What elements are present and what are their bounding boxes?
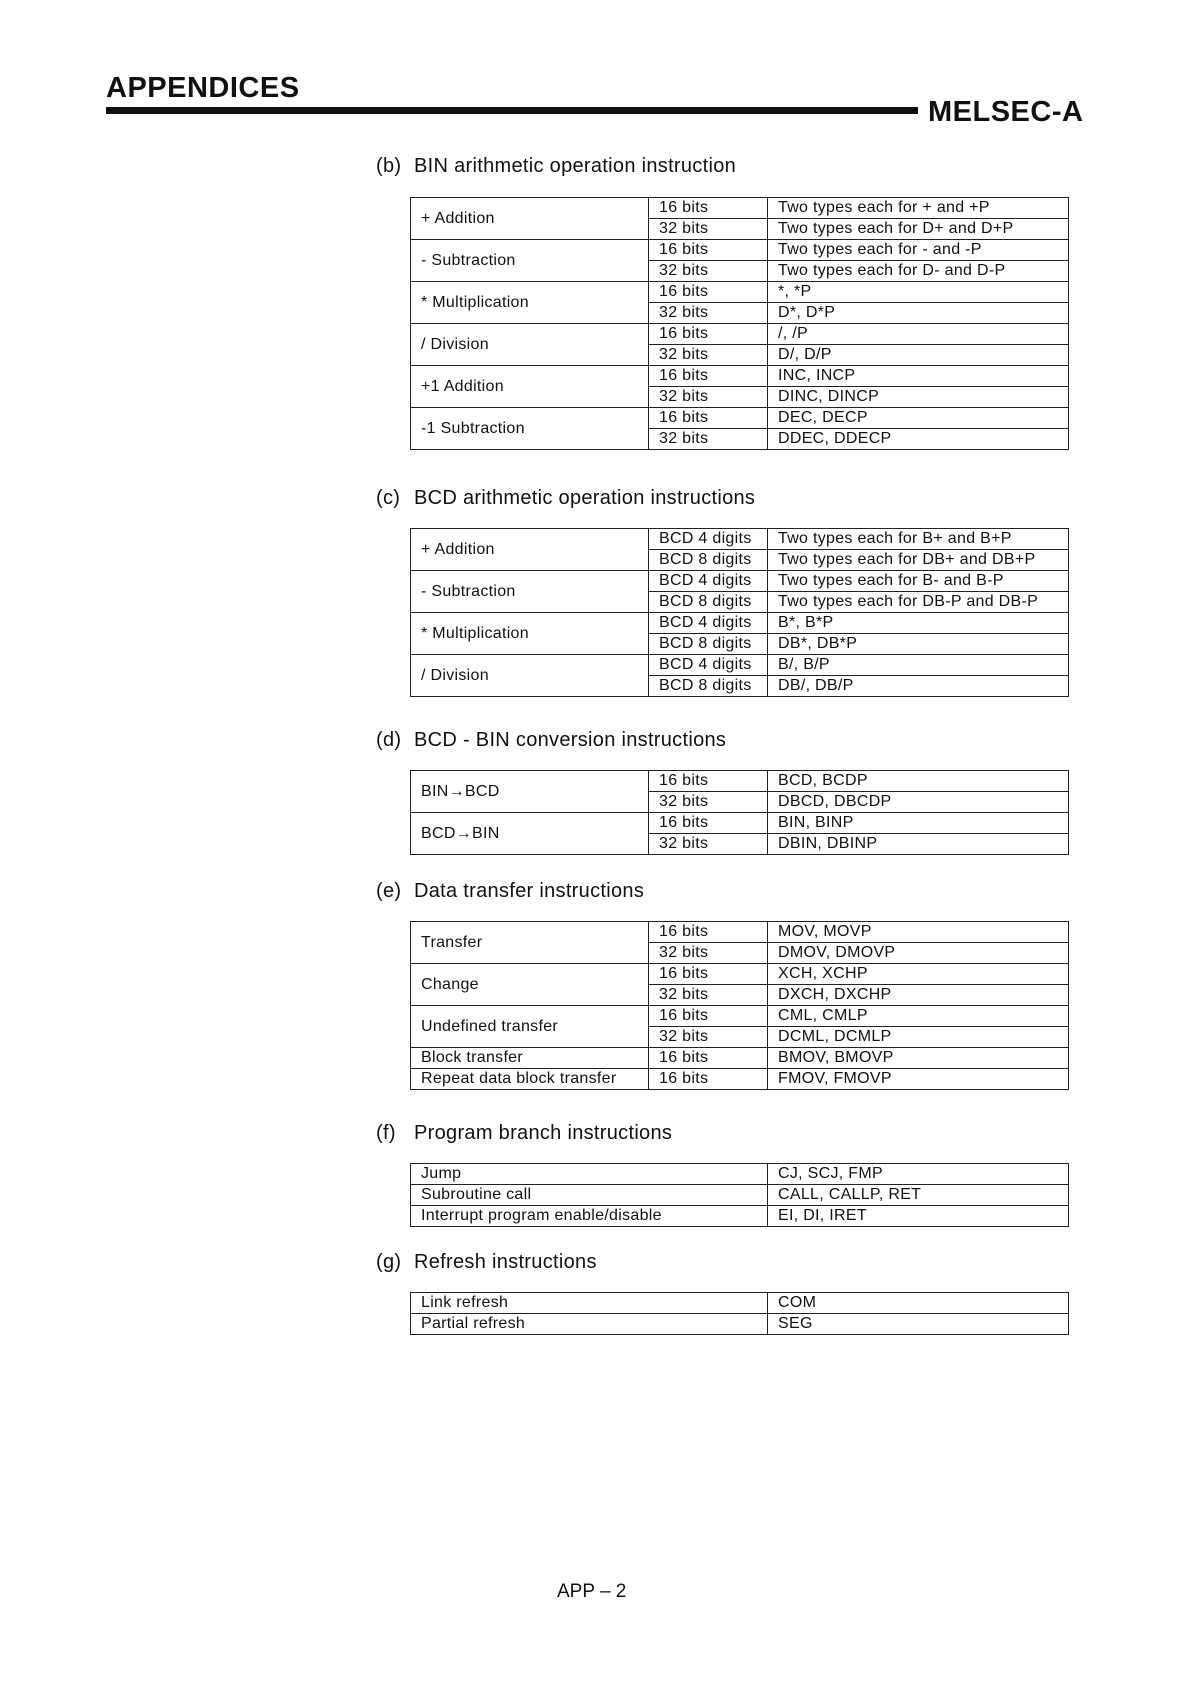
table-row — [411, 408, 1069, 429]
size-cell: 32 bits — [649, 429, 768, 450]
header-rule — [106, 107, 918, 114]
instruction-cell: DEC, DECP — [768, 408, 1069, 429]
instruction-cell: SEG — [768, 1314, 1069, 1335]
instruction-cell: Two types each for B- and B-P — [768, 571, 1069, 592]
instruction-cell: DBIN, DBINP — [768, 834, 1069, 855]
table-row — [411, 240, 1069, 261]
instruction-cell: Two types each for B+ and B+P — [768, 529, 1069, 550]
instruction-cell: *, *P — [768, 282, 1069, 303]
size-cell: 32 bits — [649, 303, 768, 324]
size-cell: 16 bits — [649, 964, 768, 985]
instruction-cell: MOV, MOVP — [768, 922, 1069, 943]
table-row — [411, 1185, 1069, 1206]
instruction-cell: D*, D*P — [768, 303, 1069, 324]
size-cell: 16 bits — [649, 1006, 768, 1027]
size-cell: BCD 8 digits — [649, 550, 768, 571]
table-row — [411, 655, 1069, 676]
size-cell: 16 bits — [649, 198, 768, 219]
instruction-group — [411, 240, 1069, 282]
instruction-cell: Two types each for DB+ and DB+P — [768, 550, 1069, 571]
instruction-group — [411, 529, 1069, 571]
instruction-cell: B/, B/P — [768, 655, 1069, 676]
instruction-cell: FMOV, FMOVP — [768, 1069, 1069, 1090]
size-cell: 32 bits — [649, 985, 768, 1006]
table-row — [411, 1006, 1069, 1027]
section-title-b — [376, 155, 736, 178]
size-cell: 16 bits — [649, 324, 768, 345]
instruction-group — [411, 1006, 1069, 1048]
function-cell: Subroutine call — [411, 1185, 768, 1206]
section-title-d — [376, 729, 726, 752]
section-heading: Program branch instructions — [414, 1122, 673, 1144]
instruction-cell: COM — [768, 1293, 1069, 1314]
size-cell: 32 bits — [649, 387, 768, 408]
group-name: - Subtraction — [411, 571, 649, 613]
table-bcd-bin-conversion — [410, 770, 1069, 855]
size-cell: 16 bits — [649, 282, 768, 303]
function-cell: Partial refresh — [411, 1314, 768, 1335]
size-cell: 16 bits — [649, 1069, 768, 1090]
size-cell: BCD 8 digits — [649, 676, 768, 697]
size-cell: 32 bits — [649, 1027, 768, 1048]
table-row — [411, 529, 1069, 550]
table-row — [411, 922, 1069, 943]
group-name: Repeat data block transfer — [411, 1069, 649, 1090]
section-heading: Data transfer instructions — [414, 880, 645, 902]
size-cell: 32 bits — [649, 834, 768, 855]
group-name: + Addition — [411, 529, 649, 571]
size-cell: BCD 4 digits — [649, 613, 768, 634]
group-name: Undefined transfer — [411, 1006, 649, 1048]
section-heading: Refresh instructions — [414, 1251, 597, 1273]
section-heading: BCD - BIN conversion instructions — [414, 729, 727, 751]
instruction-cell: Two types each for + and +P — [768, 198, 1069, 219]
section-label: (d) — [376, 729, 402, 751]
section-title-f — [376, 1122, 672, 1145]
instruction-group — [411, 964, 1069, 1006]
instruction-cell: D/, D/P — [768, 345, 1069, 366]
size-cell: 16 bits — [649, 813, 768, 834]
instruction-cell: B*, B*P — [768, 613, 1069, 634]
instruction-cell: XCH, XCHP — [768, 964, 1069, 985]
group-name: + Addition — [411, 198, 649, 240]
section-title-c — [376, 487, 755, 510]
table-bin-arithmetic — [410, 197, 1069, 450]
section-heading: BIN arithmetic operation instruction — [414, 155, 737, 177]
section-label: (g) — [376, 1251, 402, 1273]
section-heading: BCD arithmetic operation instructions — [414, 487, 756, 509]
group-name: Transfer — [411, 922, 649, 964]
group-name: / Division — [411, 324, 649, 366]
table-row — [411, 771, 1069, 792]
table-row — [411, 1069, 1069, 1090]
instruction-cell: INC, INCP — [768, 366, 1069, 387]
instruction-cell: DCML, DCMLP — [768, 1027, 1069, 1048]
size-cell: 16 bits — [649, 771, 768, 792]
function-cell: Jump — [411, 1164, 768, 1185]
size-cell: BCD 8 digits — [649, 592, 768, 613]
instruction-group — [411, 813, 1069, 855]
header-title-appendices: APPENDICES — [106, 72, 300, 104]
group-name: -1 Subtraction — [411, 408, 649, 450]
function-cell: Link refresh — [411, 1293, 768, 1314]
table-row — [411, 813, 1069, 834]
group-name: BCD→BIN — [411, 813, 649, 855]
group-name: BIN→BCD — [411, 771, 649, 813]
section-label: (b) — [376, 155, 402, 177]
instruction-cell: CJ, SCJ, FMP — [768, 1164, 1069, 1185]
table-program-branch — [410, 1163, 1069, 1227]
instruction-group — [411, 571, 1069, 613]
table-row — [411, 324, 1069, 345]
group-name: +1 Addition — [411, 366, 649, 408]
header-title-melsec: MELSEC-A — [928, 96, 1084, 128]
instruction-group — [411, 613, 1069, 655]
instruction-cell: CALL, CALLP, RET — [768, 1185, 1069, 1206]
instruction-cell: DBCD, DBCDP — [768, 792, 1069, 813]
instruction-cell: BCD, BCDP — [768, 771, 1069, 792]
table-row — [411, 1314, 1069, 1335]
instruction-group — [411, 198, 1069, 240]
instruction-cell: BIN, BINP — [768, 813, 1069, 834]
instruction-cell: Two types each for D- and D-P — [768, 261, 1069, 282]
section-label: (f) — [376, 1122, 396, 1144]
instruction-cell: BMOV, BMOVP — [768, 1048, 1069, 1069]
instruction-group — [411, 655, 1069, 697]
instruction-group — [411, 1048, 1069, 1069]
instruction-cell: Two types each for - and -P — [768, 240, 1069, 261]
group-name: - Subtraction — [411, 240, 649, 282]
size-cell: 16 bits — [649, 240, 768, 261]
instruction-cell: EI, DI, IRET — [768, 1206, 1069, 1227]
table-row — [411, 571, 1069, 592]
table-refresh — [410, 1292, 1069, 1335]
table-row — [411, 1206, 1069, 1227]
instruction-group — [411, 771, 1069, 813]
table-row — [411, 198, 1069, 219]
instruction-cell: DMOV, DMOVP — [768, 943, 1069, 964]
size-cell: 16 bits — [649, 408, 768, 429]
size-cell: BCD 4 digits — [649, 655, 768, 676]
instruction-cell: DDEC, DDECP — [768, 429, 1069, 450]
size-cell: 16 bits — [649, 1048, 768, 1069]
group-name: * Multiplication — [411, 613, 649, 655]
instruction-group — [411, 366, 1069, 408]
size-cell: 32 bits — [649, 261, 768, 282]
instruction-cell: DB*, DB*P — [768, 634, 1069, 655]
table-row — [411, 1164, 1069, 1185]
group-name: Block transfer — [411, 1048, 649, 1069]
size-cell: BCD 8 digits — [649, 634, 768, 655]
instruction-cell: DB/, DB/P — [768, 676, 1069, 697]
table-row — [411, 1048, 1069, 1069]
size-cell: 16 bits — [649, 922, 768, 943]
group-name: Change — [411, 964, 649, 1006]
size-cell: 32 bits — [649, 219, 768, 240]
section-title-e — [376, 880, 644, 903]
table-row — [411, 613, 1069, 634]
instruction-cell: Two types each for DB-P and DB-P — [768, 592, 1069, 613]
group-name: * Multiplication — [411, 282, 649, 324]
table-data-transfer — [410, 921, 1069, 1090]
section-title-g — [376, 1251, 597, 1274]
table-row — [411, 1293, 1069, 1314]
table-row — [411, 282, 1069, 303]
instruction-group — [411, 1069, 1069, 1090]
instruction-group — [411, 282, 1069, 324]
size-cell: 32 bits — [649, 345, 768, 366]
instruction-group — [411, 324, 1069, 366]
instruction-group — [411, 408, 1069, 450]
size-cell: 32 bits — [649, 792, 768, 813]
size-cell: BCD 4 digits — [649, 529, 768, 550]
instruction-cell: /, /P — [768, 324, 1069, 345]
table-row — [411, 964, 1069, 985]
size-cell: 16 bits — [649, 366, 768, 387]
function-cell: Interrupt program enable/disable — [411, 1206, 768, 1227]
section-label: (e) — [376, 880, 402, 902]
table-bcd-arithmetic — [410, 528, 1069, 697]
instruction-cell: CML, CMLP — [768, 1006, 1069, 1027]
table-row — [411, 366, 1069, 387]
size-cell: 32 bits — [649, 943, 768, 964]
section-label: (c) — [376, 487, 401, 509]
instruction-cell: DINC, DINCP — [768, 387, 1069, 408]
size-cell: BCD 4 digits — [649, 571, 768, 592]
instruction-group — [411, 922, 1069, 964]
page-number: APP – 2 — [557, 1581, 627, 1602]
group-name: / Division — [411, 655, 649, 697]
instruction-cell: DXCH, DXCHP — [768, 985, 1069, 1006]
instruction-cell: Two types each for D+ and D+P — [768, 219, 1069, 240]
